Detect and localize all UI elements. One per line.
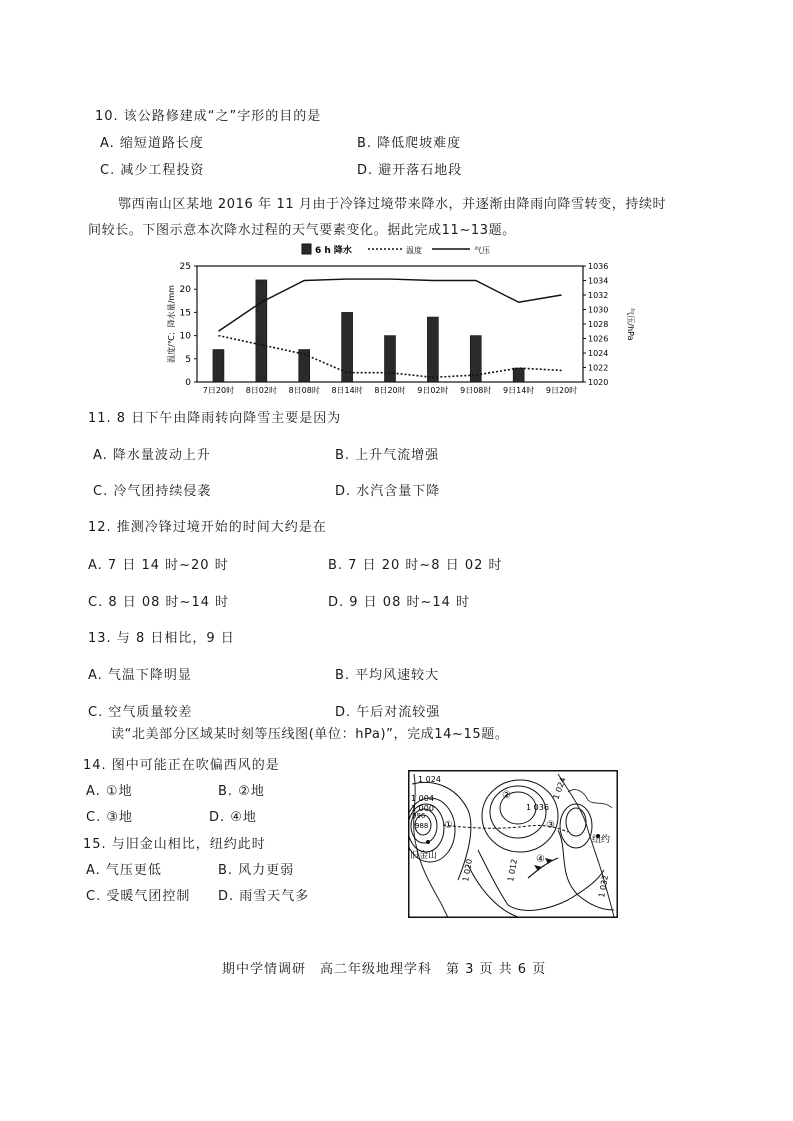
precip-bar (213, 350, 224, 382)
legend-precip-label: 6 h 降水 (315, 246, 352, 256)
x-tick-label: 9日02时 (417, 386, 449, 395)
q13-option-c: C. 空气质量较差 (88, 705, 193, 720)
right-tick-label: 1022 (588, 363, 609, 373)
marker-1: ① (444, 820, 453, 831)
san-francisco-dot (426, 840, 430, 844)
precip-bar (256, 280, 267, 382)
precip-bar (385, 336, 396, 382)
q15-option-b: B. 风力更弱 (218, 863, 295, 878)
right-tick-label: 1026 (588, 334, 609, 344)
q15-option-d: D. 雨雪天气多 (218, 889, 310, 904)
x-tick-label: 8日20时 (374, 386, 406, 395)
marker-2: ② (502, 790, 511, 801)
passage1-line2: 间较长。下图示意本次降水过程的天气要素变化。据此完成11~13题。 (88, 223, 516, 238)
q11-option-c: C. 冷气团持续侵袭 (93, 484, 212, 499)
x-tick-label: 9日20时 (545, 386, 578, 395)
q10-option-d: D. 避开落石地段 (357, 163, 463, 178)
q15-option-a: A. 气压更低 (86, 863, 162, 878)
legend-bar-swatch (302, 244, 311, 254)
q12-option-b: B. 7 日 20 时~8 日 02 时 (328, 558, 503, 573)
q15-option-c: C. 受暖气团控制 (86, 889, 191, 904)
q14-stem: 14. 图中可能正在吹偏西风的是 (83, 758, 280, 773)
q14-option-b: B. ②地 (218, 784, 265, 799)
isobar-map (408, 770, 618, 918)
right-tick-label: 1020 (588, 378, 609, 387)
map-label-1024: 1 024 (418, 775, 441, 784)
right-tick-label: 1034 (588, 276, 609, 286)
map-label-1020: 1 020 (461, 858, 474, 883)
q13-option-d: D. 午后对流较强 (335, 705, 441, 720)
map-label-new-york: 纽约 (592, 835, 611, 845)
right-tick-label: 1030 (588, 305, 609, 315)
q11-stem: 11. 8 日下午由降雨转向降雪主要是因为 (88, 411, 342, 426)
marker-3: ③ (546, 820, 555, 831)
precip-bar (299, 350, 310, 382)
q14-option-c: C. ③地 (86, 810, 133, 825)
x-tick-label: 8日08时 (288, 386, 320, 395)
map-label-1036: 1 036 (526, 803, 549, 812)
right-tick-label: 1032 (588, 291, 609, 300)
map-label-1004: 1 004 (411, 794, 434, 803)
passage2: 读“北美部分区域某时刻等压线图(单位：hPa)”，完成14~15题。 (111, 727, 509, 742)
x-tick-label: 9日08时 (460, 386, 492, 395)
legend-pressure-label: 气压 (474, 246, 490, 255)
legend-temp-label: 温度 (406, 246, 422, 255)
right-tick-label: 1028 (588, 320, 609, 329)
left-tick-label: 5 (185, 354, 191, 365)
map-label-996: 996 (412, 812, 426, 820)
q11-option-d: D. 水汽含量下降 (335, 484, 441, 499)
q13-option-b: B. 平均风速较大 (335, 668, 440, 683)
x-tick-label: 9日14时 (503, 386, 535, 395)
left-tick-label: 20 (179, 285, 191, 296)
x-tick-label: 7日20时 (202, 386, 235, 395)
y-axis-right-title: 气压/hPa (626, 307, 635, 341)
left-tick-label: 0 (185, 378, 191, 388)
q14-option-d: D. ④地 (209, 810, 257, 825)
q10-option-a: A. 缩短道路长度 (100, 136, 204, 151)
precip-bar (513, 368, 524, 382)
passage1-line1: 鄂西南山区某地 2016 年 11 月由于冷锋过境带来降水，并逐渐由降雨向降雪转变，持续时 (118, 197, 667, 212)
left-tick-label: 25 (179, 262, 191, 272)
marker-4: ④ (536, 854, 545, 865)
q11-option-a: A. 降水量波动上升 (93, 448, 211, 463)
q11-option-b: B. 上升气流增强 (335, 448, 440, 463)
q12-stem: 12. 推测冷锋过境开始的时间大约是在 (88, 520, 327, 535)
precip-bar (342, 312, 353, 382)
q14-option-a: A. ①地 (86, 784, 133, 799)
precip-bar (470, 336, 481, 382)
left-tick-label: 10 (179, 331, 191, 342)
q15-stem: 15. 与旧金山相比，纽约此时 (83, 837, 266, 852)
q10-option-b: B. 降低爬坡难度 (357, 136, 462, 151)
x-tick-label: 8日02时 (245, 386, 277, 395)
x-tick-label: 8日14时 (331, 386, 363, 395)
q13-option-a: A. 气温下降明显 (88, 668, 192, 683)
q12-option-a: A. 7 日 14 时~20 时 (88, 558, 229, 573)
y-axis-left-title: 温度/℃；降水量/mm (167, 285, 176, 363)
map-label-1012: 1 012 (506, 858, 519, 883)
map-label-1032: 1 032 (597, 874, 610, 899)
map-label-988: 988 (415, 822, 429, 830)
map-label-san-francisco: 旧金山 (410, 851, 438, 861)
page-footer: 期中学情调研 高二年级地理学科 第 3 页 共 6 页 (222, 962, 547, 977)
pressure-line (218, 279, 561, 331)
q10-option-c: C. 减少工程投资 (100, 163, 205, 178)
right-tick-label: 1036 (588, 262, 609, 271)
map-label-1000: 1 000 (411, 804, 434, 813)
q10-stem: 10. 该公路修建成“之”字形的目的是 (95, 109, 322, 124)
precip-bar (427, 317, 438, 382)
left-tick-label: 15 (179, 308, 191, 319)
q12-option-c: C. 8 日 08 时~14 时 (88, 595, 230, 610)
q13-stem: 13. 与 8 日相比，9 日 (88, 631, 235, 646)
right-tick-label: 1024 (588, 349, 609, 358)
map-label-1024-east: 1 024 (551, 776, 568, 801)
weather-chart (150, 240, 640, 400)
q12-option-d: D. 9 日 08 时~14 时 (328, 595, 471, 610)
